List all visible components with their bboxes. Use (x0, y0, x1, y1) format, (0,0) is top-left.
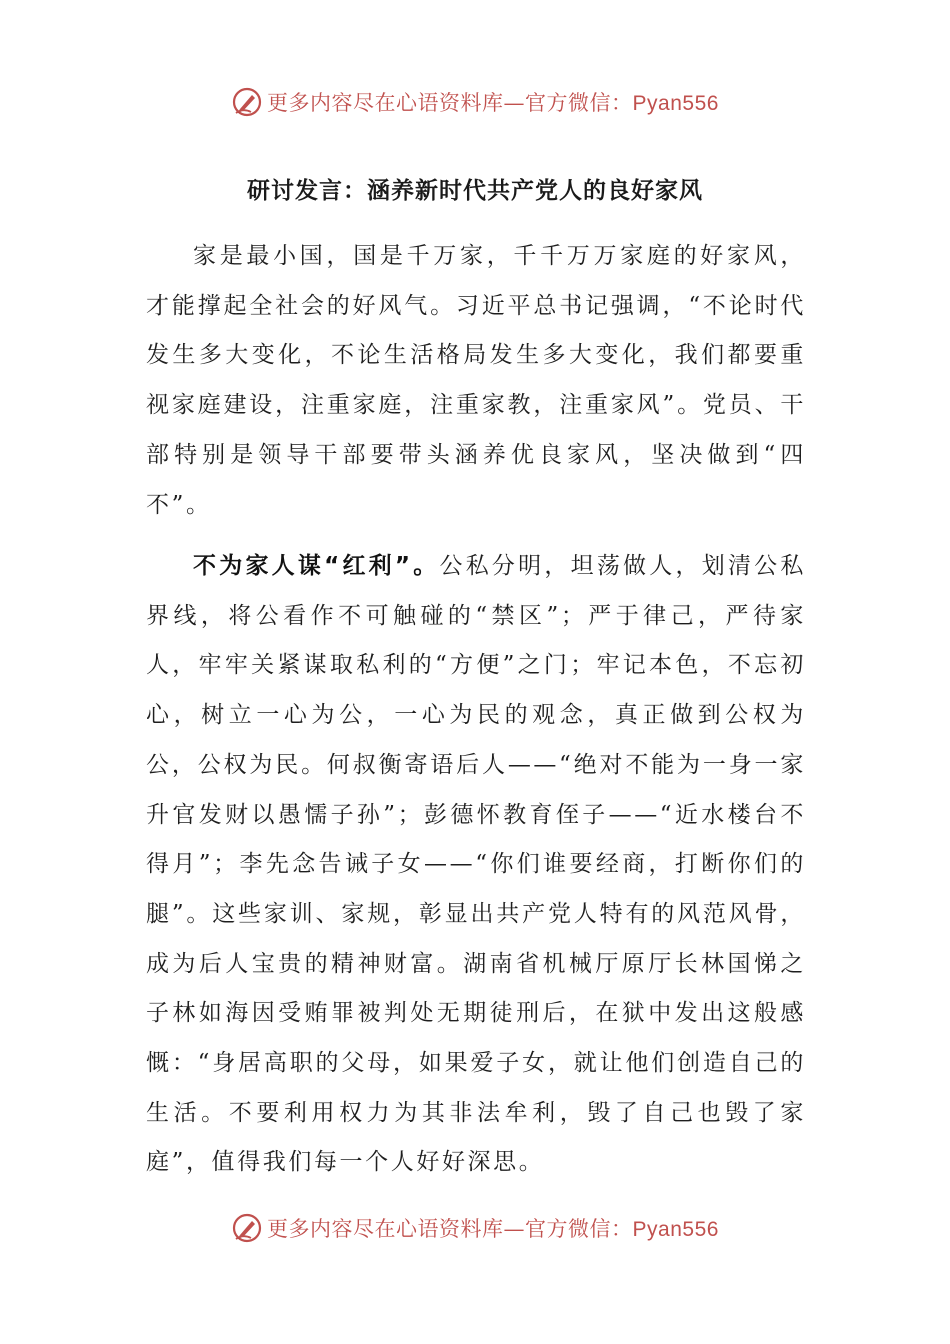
watermark-wechat-id: Pyan556 (632, 1218, 719, 1241)
paragraph-lead-heading: 不为家人谋“红利”。 (193, 553, 440, 579)
pen-logo-icon (231, 86, 263, 118)
pen-logo-icon (231, 1212, 263, 1244)
watermark-text (267, 87, 719, 117)
paragraph-body: 公私分明，坦荡做人，划清公私界线，将公看作不可触碰的“禁区”；严于律己，严待家人，牢牢关紧谋取私利的“方便”之门；牢记本色，不忘初心，树立一心为公，一心为民的观念，真正做到公权为公，公权为民。何叔衡寄语后人——“绝对不能为一身一家升官发财以愚懦子孙”；彭德怀教育侄子——“近水楼台不得月”；李先念告诫子女——“你们谁要经商，打断你们的腿”。这些家训、家规，彰显出共产党人特有的风范风骨，成为后人宝贵的精神财富。湖南省机械厅原厅长林国悌之子林如海因受贿罪被判处无期徒刑后，在狱中发出这般感慨：“身居高职的父母，如果爱子女，就让他们创造自己的生活。不要利用权力为其非法牟利，毁了自己也毁了家庭”，值得我们每一个人好好深思。 (146, 553, 807, 1176)
paragraph-intro: 家是最小国，国是千万家，千千万万家庭的好家风，才能撑起全社会的好风气。习近平总书记强调，“不论时代发生多大变化，不论生活格局发生多大变化，我们都要重视家庭建设，注重家庭，注重家教，注重家风”。党员、干部特别是领导干部要带头涵养优良家风，坚决做到“四不”。 (146, 243, 806, 518)
paragraph-family-benefit (146, 542, 806, 1188)
watermark-text-cn: 更多内容尽在心语资料库—官方微信： (267, 91, 633, 115)
document-title: 研讨发言：涵养新时代共产党人的良好家风 (247, 178, 703, 204)
footer-watermark (0, 1208, 950, 1248)
watermark-wechat-id: Pyan556 (632, 92, 719, 115)
watermark-text-cn: 更多内容尽在心语资料库—官方微信： (267, 1217, 633, 1241)
header-watermark (0, 82, 950, 122)
watermark-text (267, 1213, 719, 1243)
